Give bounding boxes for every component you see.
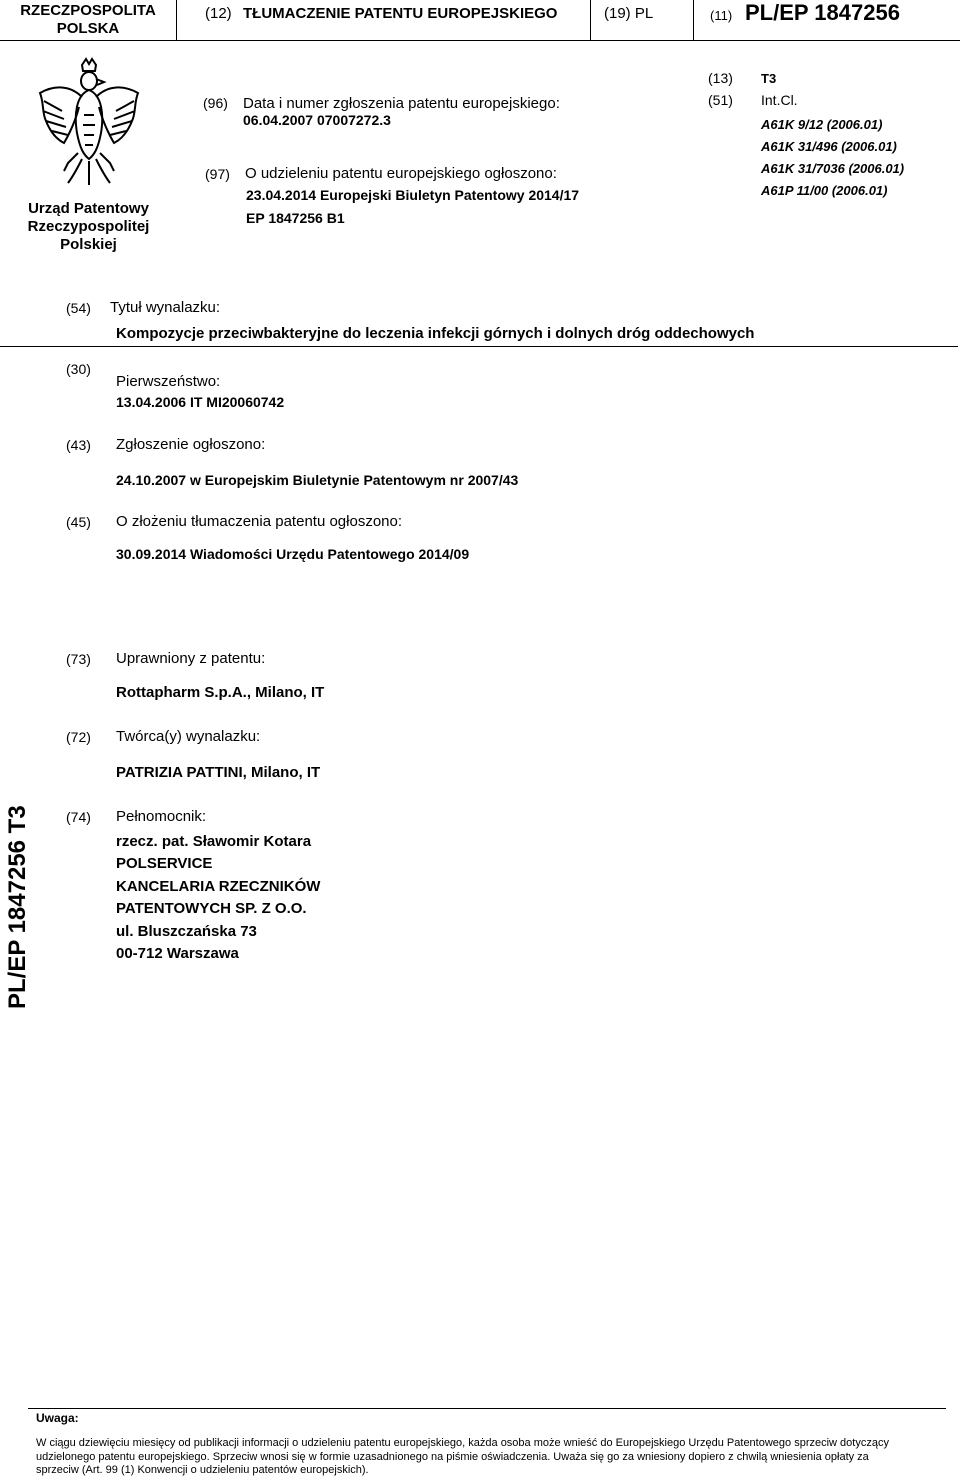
published-label: Zgłoszenie ogłoszono: (116, 436, 266, 453)
document-type: TŁUMACZENIE PATENTU EUROPEJSKIEGO (243, 5, 558, 22)
attorney-line: POLSERVICE (116, 855, 213, 873)
application-value: 06.04.2007 07007272.3 (243, 112, 391, 128)
note-line: sprzeciw (Art. 99 (1) Konwencji o udzieleniu patentów europejskich). (36, 1464, 369, 1476)
patent-number: PL/EP 1847256 (745, 0, 900, 25)
grant-publication: EP 1847256 B1 (246, 210, 345, 226)
attorney-line: KANCELARIA RZECZNIKÓW (116, 877, 321, 895)
attorney-line: ul. Bluszczańska 73 (116, 922, 257, 940)
priority-label: Pierwszeństwo: (116, 373, 221, 390)
code-13: (13) (708, 70, 733, 86)
country-name: RZECZPOSPOLITA POLSKA (20, 2, 156, 37)
ipc-item: A61P 11/00 (2006.01) (761, 183, 888, 198)
polish-eagle-emblem-icon (34, 55, 144, 190)
office-name-line: Polskiej (60, 236, 117, 253)
proprietor-label: Uprawniony z patentu: (116, 650, 266, 667)
code-72: (72) (66, 729, 91, 745)
note-line: W ciągu dziewięciu miesięcy od publikacji informacji o udzieleniu patentu europejskiego, każda osoba może wnieść do Europejskiego Urzędu Patentowego sprzeciw dotyczący (36, 1437, 889, 1449)
kind-code: T3 (761, 71, 777, 86)
application-label: Data i numer zgłoszenia patentu europejskiego: (243, 95, 560, 112)
translation-value: 30.09.2014 Wiadomości Urzędu Patentowego 2014/09 (116, 546, 470, 562)
code-54: (54) (66, 300, 91, 316)
ipc-item: A61K 31/7036 (2006.01) (761, 161, 905, 176)
inventor-value: PATRIZIA PATTINI, Milano, IT (116, 764, 321, 781)
spine-number: PL/EP 1847256 T3 (4, 805, 31, 1009)
proprietor-value: Rottapharm S.p.A., Milano, IT (116, 684, 325, 701)
code-51: (51) (708, 92, 733, 108)
office-name-line: Urząd Patentowy (28, 200, 149, 217)
code-45: (45) (66, 514, 91, 530)
attorney-line: rzecz. pat. Sławomir Kotara (116, 833, 312, 850)
code-74: (74) (66, 809, 91, 825)
note-label: Uwaga: (36, 1411, 79, 1425)
grant-label: O udzieleniu patentu europejskiego ogłoszono: (245, 165, 557, 182)
header-divider (0, 40, 960, 41)
note-text (36, 1437, 889, 1478)
invention-title: Kompozycje przeciwbakteryjne do leczenia infekcji górnych i dolnych dróg oddechowych (116, 325, 755, 342)
code-97: (97) (205, 166, 230, 182)
office-name (16, 200, 161, 254)
code-12: (12) (205, 5, 232, 22)
code-73: (73) (66, 651, 91, 667)
code-30: (30) (66, 361, 91, 377)
priority-value: 13.04.2006 IT MI20060742 (116, 394, 285, 410)
ipc-item: A61K 31/496 (2006.01) (761, 139, 897, 154)
note-line: udzielonego patentu europejskiego. Sprzeciw wnosi się w formie uzasadnionego na piśmie oświadczenia. Uważa się go za wniesiony dopiero z chwilą wniesienia opłaty za (36, 1450, 869, 1463)
attorney-address (116, 831, 320, 965)
code-43: (43) (66, 437, 91, 453)
attorney-line: PATENTOWYCH SP. Z O.O. (116, 900, 307, 918)
header-vdivider-3 (693, 0, 694, 41)
ipc-item: A61K 9/12 (2006.01) (761, 117, 883, 132)
published-value: 24.10.2007 w Europejskim Biuletynie Patentowym nr 2007/43 (116, 472, 519, 488)
title-label: Tytuł wynalazku: (110, 299, 221, 316)
inventor-label: Twórca(y) wynalazku: (116, 728, 261, 745)
code-19: (19) PL (604, 5, 654, 22)
code-11: (11) (710, 8, 733, 23)
int-cl-label: Int.Cl. (761, 92, 798, 108)
grant-value: 23.04.2014 Europejski Biuletyn Patentowy 2014/17 (246, 187, 580, 203)
code-96: (96) (203, 95, 228, 111)
header-vdivider-1 (176, 0, 177, 41)
office-name-line: Rzeczypospolitej (27, 218, 150, 235)
attorney-label: Pełnomocnik: (116, 808, 207, 825)
title-divider (0, 346, 958, 347)
note-divider (28, 1408, 946, 1409)
header-vdivider-2 (590, 0, 591, 41)
translation-label: O złożeniu tłumaczenia patentu ogłoszono: (116, 513, 403, 530)
attorney-line: 00-712 Warszawa (116, 945, 239, 963)
ipc-list (761, 114, 904, 202)
